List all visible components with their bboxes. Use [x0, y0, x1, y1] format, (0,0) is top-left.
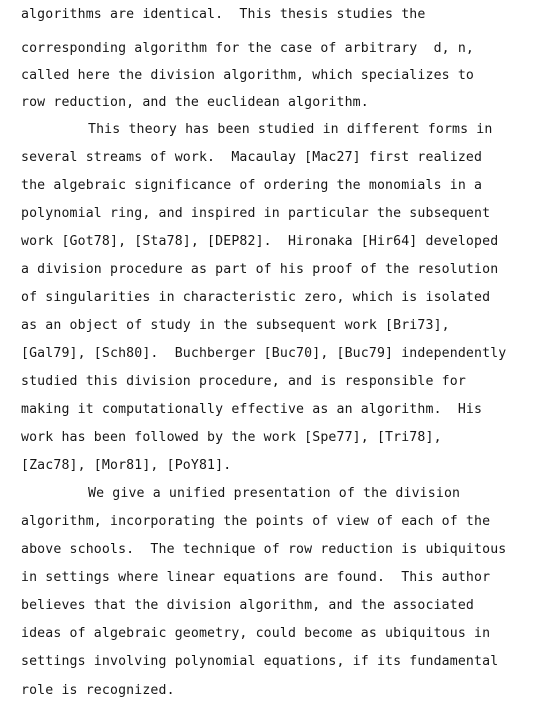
text-line: algorithms are identical. This thesis studies the	[21, 7, 426, 22]
text-line: corresponding algorithm for the case of arbitrary d, n,	[21, 41, 475, 56]
text-line: [Zac78], [Mor81], [PoY81].	[21, 458, 232, 473]
text-line: as an object of study in the subsequent work [Bri73],	[21, 318, 450, 333]
text-line: work [Got78], [Sta78], [DEP82]. Hironaka [Hir64] developed	[21, 234, 499, 249]
text-line: row reduction, and the euclidean algorithm.	[21, 95, 369, 110]
text-line: [Gal79], [Sch80]. Buchberger [Buc70], [Buc79] independently	[21, 346, 507, 361]
text-line: role is recognized.	[21, 683, 175, 698]
text-line: called here the division algorithm, which specializes to	[21, 68, 475, 83]
text-line: believes that the division algorithm, and the associated	[21, 598, 475, 613]
text-line: This theory has been studied in different forms in	[88, 122, 493, 137]
text-line: a division procedure as part of his proof of the resolution	[21, 262, 499, 277]
text-line: We give a unified presentation of the division	[88, 486, 461, 501]
text-line: of singularities in characteristic zero, which is isolated	[21, 290, 491, 305]
text-line: algorithm, incorporating the points of view of each of the	[21, 514, 491, 529]
text-line: above schools. The technique of row reduction is ubiquitous	[21, 542, 507, 557]
text-line: in settings where linear equations are found. This author	[21, 570, 491, 585]
text-line: studied this division procedure, and is responsible for	[21, 374, 466, 389]
text-line: ideas of algebraic geometry, could become as ubiquitous in	[21, 626, 491, 641]
text-line: the algebraic significance of ordering the monomials in a	[21, 178, 483, 193]
text-line: work has been followed by the work [Spe77], [Tri78],	[21, 430, 442, 445]
text-line: settings involving polynomial equations, if its fundamental	[21, 654, 499, 669]
text-line: several streams of work. Macaulay [Mac27] first realized	[21, 150, 483, 165]
text-line: making it computationally effective as an algorithm. His	[21, 402, 483, 417]
text-line: polynomial ring, and inspired in particular the subsequent	[21, 206, 491, 221]
